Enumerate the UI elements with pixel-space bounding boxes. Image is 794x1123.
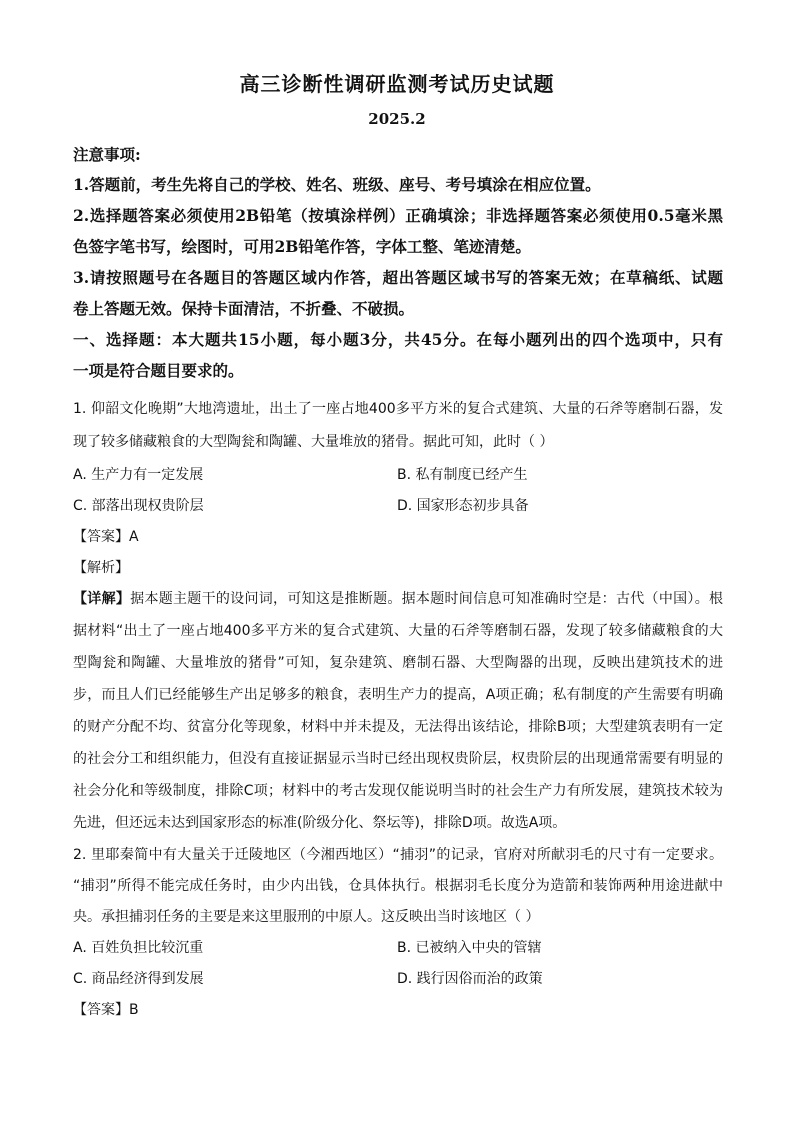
q1-detail-tag: 【详解】	[73, 591, 131, 607]
q2-option-a: A. 百姓负担比较沉重	[73, 940, 204, 956]
q1-option-a: A. 生产力有一定发展	[73, 467, 204, 483]
q2-answer	[73, 999, 723, 1019]
q2-stem-line-1: 2. 里耶秦简中有大量关于迁陵地区（今湘西地区）“捕羽”的记录，官府对所献羽毛的尺寸有一定要求。	[73, 847, 723, 863]
q1-detail-text-1: 据本题主题干的设问词，可知这是推断题。据本题时间信息可知准确时空是：古代（中国）。根	[130, 591, 723, 607]
q1-stem-line-1: 1. 仰韶文化晚期”大地湾遗址，出土了一座占地400多平方米的复合式建筑、大量的石斧等磨制石器，发	[73, 401, 723, 417]
q2-option-b: B. 已被纳入中央的管辖	[397, 940, 542, 956]
q1-answer-tag: 【答案】	[73, 529, 129, 545]
q1-answer-value: A	[129, 529, 139, 545]
note-item-2: 2.选择题答案必须使用2B铅笔（按填涂样例）正确填涂；非选择题答案必须使用0.5毫米黑	[73, 206, 723, 225]
q1-detail-line-7: 社会分化和等级制度，排除C项；材料中的考古发现仅能说明当时的社会生产力有所发展，建筑技术较为	[73, 783, 723, 799]
exam-date: 2025.2	[368, 110, 426, 128]
q2-answer-tag: 【答案】	[73, 1002, 129, 1018]
note-item-3: 3.请按照题号在各题目的答题区域内作答，超出答题区域书写的答案无效；在草稿纸、试题	[73, 268, 723, 287]
q2-answer-value: B	[129, 1002, 139, 1018]
q1-detail-line-2: 据材料“出土了一座占地400多平方米的复合式建筑、大量的石斧等磨制石器，发现了较多储藏粮食的大	[73, 623, 723, 639]
note-item-2-cont: 色签字笔书写，绘图时，可用2B铅笔作答，字体工整、笔迹清楚。	[73, 237, 531, 256]
q1-answer	[73, 526, 723, 546]
q2-option-d: D. 践行因俗而治的政策	[397, 971, 543, 987]
q1-detail-line-6: 的社会分工和组织能力，但没有直接证据显示当时已经出现权贵阶层，权贵阶层的出现通常需要有明显的	[73, 751, 723, 767]
note-item-1: 1.答题前，考生先将自己的学校、姓名、班级、座号、考号填涂在相应位置。	[73, 175, 601, 194]
q1-detail-line-4: 步，而且人们已经能够生产出足够多的粮食，表明生产力的提高，A项正确；私有制度的产生需要有明确	[73, 687, 723, 703]
q2-stem-line-3: 央。承担捕羽任务的主要是来这里服刑的中原人。这反映出当时该地区（ ）	[73, 909, 540, 925]
q1-detail-line-8: 先进，但还远未达到国家形态的标准(阶级分化、祭坛等)，排除D项。故选A项。	[73, 815, 567, 831]
q1-detail-line-3: 型陶瓮和陶罐、大量堆放的猪骨”可知，复杂建筑、磨制石器、大型陶器的出现，反映出建筑技术的进	[73, 655, 723, 671]
note-item-3-cont: 卷上答题无效。保持卡面清洁，不折叠、不破损。	[73, 299, 415, 318]
q1-analysis-tag: 【解析】	[73, 560, 129, 576]
q1-option-c: C. 部落出现权贵阶层	[73, 498, 204, 514]
q1-detail-line-5: 的财产分配不均、贫富分化等现象，材料中并未提及，无法得出该结论，排除B项；大型建筑表明有一定	[73, 719, 723, 735]
section-heading-cont: 一项是符合题目要求的。	[73, 361, 244, 380]
q1-detail-line-1	[73, 588, 723, 608]
q1-stem-line-2: 现了较多储藏粮食的大型陶瓮和陶罐、大量堆放的猪骨。据此可知，此时（ ）	[73, 434, 554, 450]
q2-option-c: C. 商品经济得到发展	[73, 971, 204, 987]
notes-heading: 注意事项:	[73, 145, 141, 164]
q2-stem-line-2: “捕羽”所得不能完成任务时，由少内出钱，仓具体执行。根据羽毛长度分为造箭和装饰两种用途进献中	[73, 878, 723, 894]
q1-option-b: B. 私有制度已经产生	[397, 467, 528, 483]
q1-option-d: D. 国家形态初步具备	[397, 498, 529, 514]
page-title: 高三诊断性调研监测考试历史试题	[239, 72, 555, 96]
section-heading: 一、选择题：本大题共15小题，每小题3分，共45分。在每小题列出的四个选项中，只有	[73, 330, 723, 349]
